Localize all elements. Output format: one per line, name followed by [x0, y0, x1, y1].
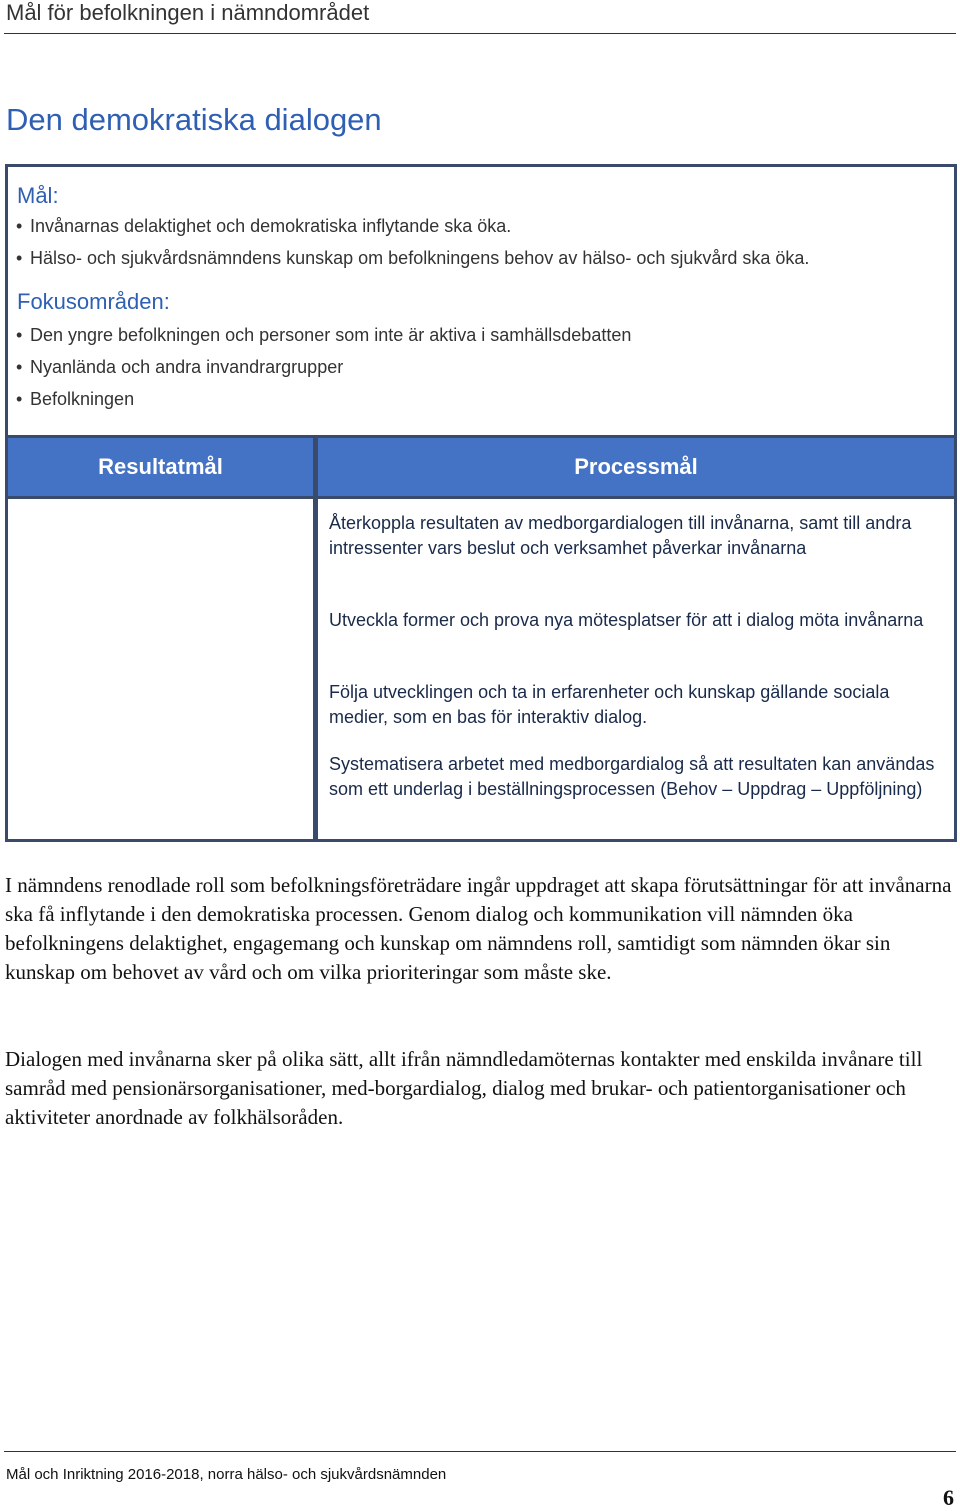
process-item: Återkoppla resultaten av medborgardialogen till invånarna, samt till andra intressenter vars beslut och verksamhet påverkar invånarna [329, 513, 912, 558]
column-header-result: Resultatmål [8, 438, 313, 496]
page-number: 6 [943, 1485, 954, 1510]
goal-item-text: Invånarnas delaktighet och demokratiska inflytande ska öka. [30, 216, 512, 236]
body-paragraph: Dialogen med invånarna sker på olika sätt, allt ifrån nämndledamöternas kontakter med enskilda invånare till samråd med pensionärsorganisationer, med-borgardialog, dialog med brukar- och patientorganisationer och aktiviteter anordnade av folkhälsoråden. [5, 1047, 923, 1129]
focus-item-text: Befolkningen [30, 389, 135, 409]
goal-item [16, 248, 809, 269]
footer-divider [4, 1451, 956, 1452]
focus-item [16, 389, 134, 410]
table-header-border-bottom [5, 496, 957, 499]
focus-item [16, 325, 631, 346]
process-item: Systematisera arbetet med medborgardialog så att resultaten kan användas som ett underlag i beställningsprocessen (Behov – Uppdrag – Uppföljning) [329, 754, 935, 799]
section-title: Den demokratiska dialogen [6, 102, 382, 137]
footer-text: Mål och Inriktning 2016-2018, norra hälso- och sjukvårdsnämnden [6, 1466, 447, 1483]
header-divider [4, 33, 956, 34]
body-paragraph: I nämndens renodlade roll som befolkningsföreträdare ingår uppdraget att skapa förutsättningar för att invånarna ska få inflytande i den demokratiska processen. Genom dialog och kommunikation vill nämnden öka befolkningens delaktighet, engagemang och kunskap om nämndens roll, samtidigt som nämnden ökar sin kunskap om behovet av vård och om vilka prioriteringar som måste ske. [5, 873, 952, 984]
column-header-process: Processmål [318, 438, 954, 496]
goal-item-text: Hälso- och sjukvårdsnämndens kunskap om befolkningens behov av hälso- och sjukvård ska öka. [30, 248, 810, 268]
process-item: Utveckla former och prova nya mötesplatser för att i dialog möta invånarna [329, 610, 924, 630]
process-item: Följa utvecklingen och ta in erfarenheter och kunskap gällande sociala medier, som en bas för interaktiv dialog. [329, 682, 890, 727]
focus-item-text: Den yngre befolkningen och personer som inte är aktiva i samhällsdebatten [30, 325, 632, 345]
goal-item [16, 216, 511, 237]
goals-label: Mål: [17, 183, 59, 208]
column-divider [313, 435, 318, 839]
focus-item [16, 357, 343, 378]
focus-item-text: Nyanlända och andra invandrargrupper [30, 357, 344, 377]
focus-label: Fokusområden: [17, 289, 170, 314]
page-header-title: Mål för befolkningen i nämndområdet [6, 0, 370, 25]
